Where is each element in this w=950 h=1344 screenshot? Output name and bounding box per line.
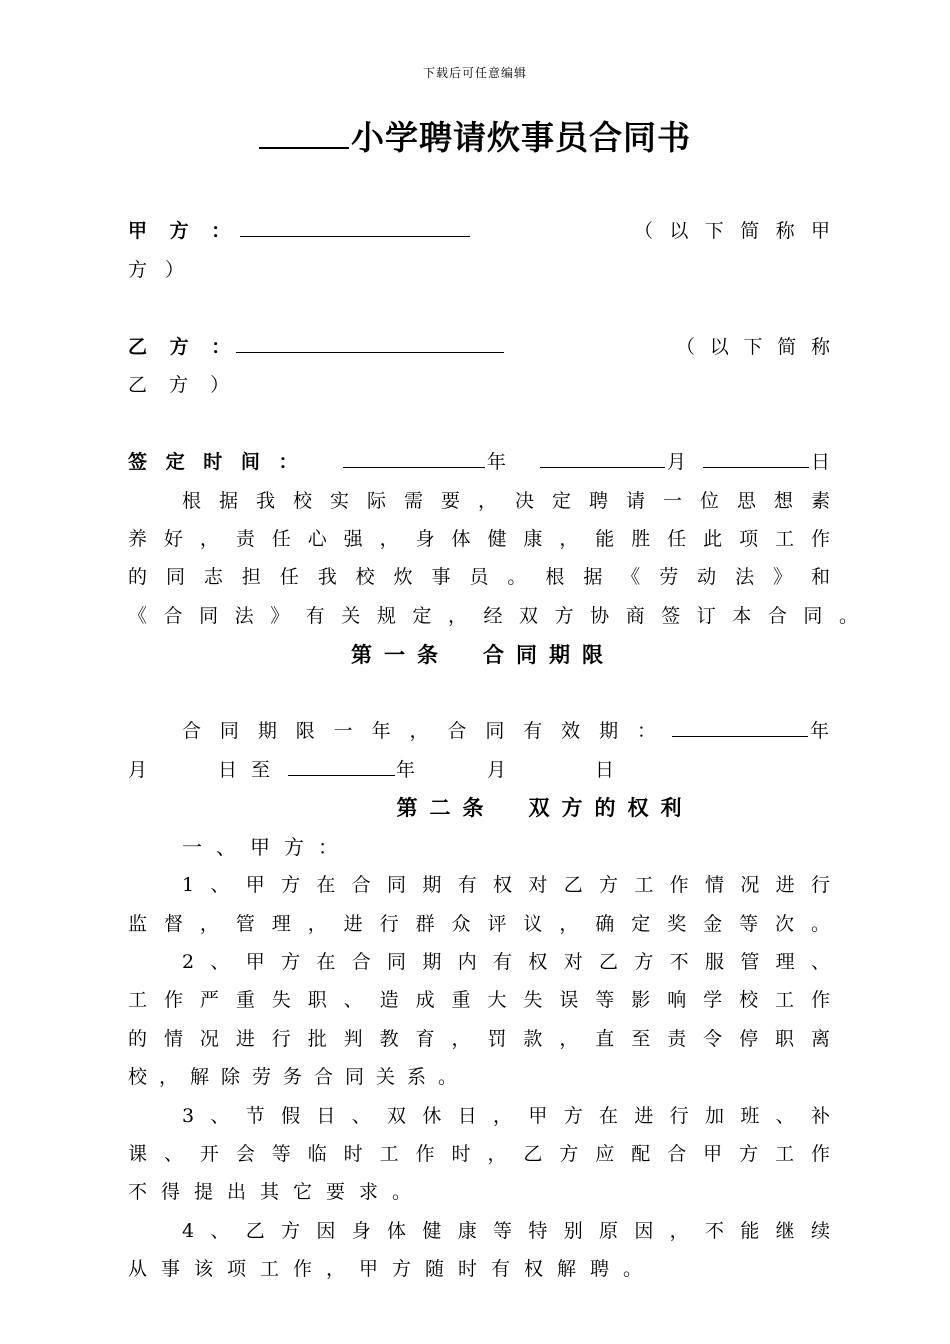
article-1-heading: 第一条 合同期限 — [351, 642, 615, 667]
party-a-blank — [240, 212, 470, 250]
contract-month-1: 月 — [128, 759, 148, 781]
sign-day-blank — [703, 443, 809, 481]
clause-line-5: 的情况进行批判教育，罚款，直至责令停职离 — [128, 1028, 830, 1050]
contract-end-blank — [288, 751, 395, 789]
contract-day-2: 日 — [595, 759, 615, 781]
party-b-blank — [236, 328, 504, 366]
party-b-label: 乙 方 ： — [128, 336, 239, 358]
article-1-line-1: 合同期限一年，合同有效期： — [182, 720, 656, 742]
intro-line-1: 根据我校实际需要，决定聘请一位思想素 — [182, 490, 830, 512]
party-a-suffix-end: 方 ） — [128, 259, 191, 281]
sign-day: 日 — [811, 451, 831, 473]
clause-line-4: 工作严重失职、造成重大失误等影响学校工作 — [128, 989, 830, 1011]
document-title — [0, 112, 950, 159]
school-name-blank — [259, 119, 349, 149]
clause-line-2: 监督，管理，进行群众评议，确定奖金等次。 — [128, 913, 830, 935]
clause-line-10: 4、乙方因身体健康等特别原因，不能继续 — [182, 1220, 830, 1242]
title-text: 小学聘请炊事员合同书 — [351, 118, 691, 157]
intro-line-2: 养好，责任心强，身体健康，能胜任此项工作 — [128, 528, 830, 550]
sign-year: 年 — [487, 451, 507, 473]
clause-line-3: 2、甲方在合同期内有权对乙方不服管理、 — [182, 951, 830, 973]
sign-month-blank — [540, 443, 665, 481]
contract-start-blank — [672, 712, 808, 750]
contract-year-1: 年 — [810, 720, 830, 742]
party-b-suffix-start: （ 以 下 简 称 — [676, 336, 830, 358]
intro-line-3: 的同志担任我校炊事员。根据《劳动法》和 — [128, 566, 830, 588]
party-b-suffix-end: 乙 方 ） — [128, 374, 238, 396]
article-2-heading: 第二条 双方的权利 — [396, 795, 694, 820]
clause-line-8: 课、开会等临时工作时，乙方应配合甲方工作 — [128, 1143, 830, 1165]
intro-line-4: 《合同法》有关规定，经双方协商签订本合同。 — [128, 605, 858, 627]
sign-date-label: 签 定 时 间 ： — [128, 451, 304, 473]
sign-month: 月 — [667, 451, 687, 473]
party-a-label: 甲 方 ： — [128, 220, 239, 242]
contract-year-2: 年 — [396, 759, 416, 781]
contract-month-2: 月 — [487, 759, 507, 781]
clause-line-6: 校，解除劳务合同关系。 — [128, 1066, 470, 1088]
clause-line-11: 从事该项工作，甲方随时有权解聘。 — [128, 1258, 657, 1280]
header-note: 下载后可任意编辑 — [422, 66, 527, 80]
clause-line-1: 1、甲方在合同期有权对乙方工作情况进行 — [182, 874, 830, 896]
clause-line-7: 3、节假日、双休日，甲方在进行加班、补 — [182, 1105, 830, 1127]
contract-day-to: 日至 — [218, 759, 285, 781]
party-a-rights-heading: 一、甲方： — [182, 835, 352, 859]
sign-year-blank — [343, 443, 485, 481]
clause-line-9: 不得提出其它要求。 — [128, 1181, 426, 1203]
party-a-suffix-start: （ 以 下 简 称 甲 — [634, 220, 830, 242]
